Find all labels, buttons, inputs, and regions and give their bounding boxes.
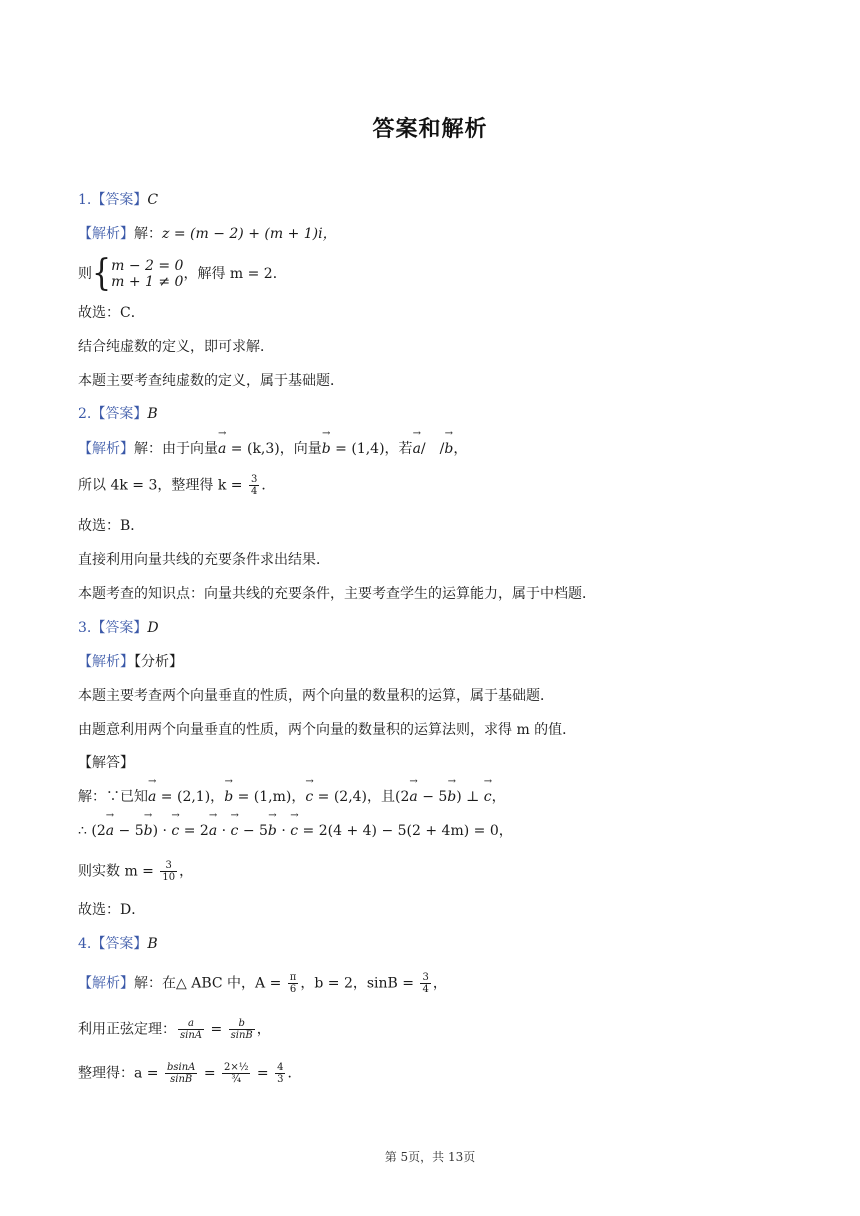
vector-c: → c [305, 787, 313, 807]
text: · [276, 823, 291, 839]
q3-answer: D [147, 620, 159, 636]
text: = (2,4)，且(2 [313, 789, 410, 805]
q1-method: 结合纯虚数的定义，即可求解． [78, 339, 274, 355]
q3-solution-tag: 【解答】 [78, 755, 134, 771]
fraction [222, 1062, 250, 1085]
q3-solution-line3 [78, 860, 193, 883]
numerator: 3 [250, 474, 258, 485]
numerator: 3 [165, 860, 172, 871]
vector-b: → b [444, 439, 453, 459]
page-title: 答案和解析 [372, 117, 488, 142]
fraction [275, 1062, 285, 1085]
q3-analysis-line1: 本题主要考查两个向量垂直的性质，两个向量的数量积的运算，属于基础题． [78, 688, 554, 704]
page-footer: 第 5页，共 13页 [384, 1150, 476, 1164]
text: 则实数 m = [78, 863, 159, 880]
fraction [288, 972, 299, 995]
q1-analysis-line1 [78, 224, 337, 244]
q4-analysis-line3 [78, 1062, 301, 1085]
denominator: 10 [162, 872, 176, 883]
text: = (1,m)， [233, 789, 306, 805]
q2-analysis-line1 [78, 439, 467, 459]
text: ) ⊥ [456, 789, 484, 805]
vector-c: → c [171, 821, 179, 841]
q2-number: 2. [78, 406, 92, 422]
q2-conclusion: 故选：B． [78, 518, 145, 534]
text: 解：由于向量 [134, 441, 218, 457]
text: 整理得：a = [78, 1065, 163, 1082]
system-row: m + 1 ≠ 0 [111, 274, 184, 290]
q3-answer-heading [78, 618, 159, 638]
fraction [249, 474, 259, 497]
numerator: bsinA [166, 1062, 196, 1073]
answer-tag: 【答案】 [91, 936, 148, 952]
q1-comment: 本题主要考查纯虚数的定义，属于基础题． [78, 373, 344, 389]
text: ，解得 m = 2． [183, 266, 287, 282]
denominator: sinA [180, 1030, 202, 1041]
q1-answer: C [147, 192, 159, 208]
vector-b: → b [322, 439, 331, 459]
q4-number: 4. [78, 936, 92, 952]
fraction [178, 1018, 204, 1041]
q3-solution-line1 [78, 787, 506, 807]
fraction [160, 860, 177, 883]
text: ， [491, 789, 506, 805]
text: = (k,3)，向量 [226, 441, 322, 457]
analysis-tag: 【解析】 [78, 226, 134, 242]
vector-b: → b [224, 787, 233, 807]
q4-analysis-line2 [78, 1018, 271, 1041]
system-row: m − 2 = 0 [111, 258, 184, 274]
text: = [252, 1065, 274, 1082]
vector-c: → c [484, 787, 492, 807]
q2-answer-heading [78, 404, 158, 424]
q2-comment: 本题考查的知识点：向量共线的充要条件，主要考查学生的运算能力，属于中档题． [78, 586, 596, 602]
denominator: 3 [277, 1074, 284, 1085]
vector-a: → a [106, 821, 114, 841]
text: 所以 4k = 3，整理得 k = [78, 477, 247, 494]
analysis-tag: 【解析】 [78, 975, 134, 992]
numerator: a [188, 1018, 194, 1029]
vector-c: → c [231, 821, 239, 841]
q4-answer-heading [78, 934, 158, 954]
vector-a: → a [209, 821, 217, 841]
denominator: 4 [422, 984, 429, 995]
text: = (1,4)，若 [330, 441, 413, 457]
vector-a: → a [413, 439, 421, 459]
text: ， [432, 975, 447, 992]
vector-b: → b [144, 821, 153, 841]
analysis-tag: 【解析】 [78, 441, 134, 457]
numerator: 4 [277, 1062, 284, 1073]
math-expression: z = (m − 2) + (m + 1)i， [162, 226, 337, 242]
text: = [199, 1065, 221, 1082]
q1-conclusion: 故选：C． [78, 305, 145, 321]
text: ． [287, 1065, 302, 1082]
text: 解： [134, 226, 162, 242]
q1-answer-heading [78, 190, 158, 210]
text: ) · [152, 823, 172, 839]
text: 解：∵已知 [78, 789, 148, 805]
vector-a: → a [148, 787, 156, 807]
text: · [217, 823, 231, 839]
vector-a: → a [218, 439, 226, 459]
q2-analysis-line2 [78, 474, 275, 497]
text: = 2 [179, 823, 209, 839]
fraction [420, 972, 430, 995]
answer-tag: 【答案】 [91, 406, 148, 422]
text: 则 [78, 266, 92, 282]
answer-tag: 【答案】 [91, 620, 148, 636]
fenxi-tag: 【分析】 [134, 654, 183, 670]
q2-answer: B [147, 406, 158, 422]
vector-b: → b [268, 821, 277, 841]
numerator: b [238, 1018, 245, 1029]
text: = (2,1)， [156, 789, 225, 805]
q1-number: 1. [78, 192, 92, 208]
denominator: sinB [230, 1030, 253, 1041]
text: − 5 [238, 823, 268, 839]
vector-c: → c [290, 821, 298, 841]
numerator: 2×½ [224, 1062, 249, 1073]
denominator: 4 [250, 486, 258, 497]
answer-tag: 【答案】 [91, 192, 148, 208]
vector-a: → a [409, 787, 417, 807]
q1-analysis-line2 [78, 252, 287, 295]
q3-analysis-heading [78, 652, 183, 672]
text: 利用正弦定理： [78, 1021, 176, 1038]
q3-conclusion: 故选：D． [78, 902, 146, 918]
text: ，b = 2，sinB = [300, 975, 419, 992]
numerator: 3 [422, 972, 429, 983]
analysis-tag: 【解析】 [78, 654, 134, 670]
fraction [229, 1018, 255, 1041]
text: ∴ (2 [78, 823, 106, 839]
q3-number: 3. [78, 620, 92, 636]
text: ， [179, 863, 194, 880]
text: = [206, 1021, 227, 1038]
vector-b: → b [447, 787, 456, 807]
text: ， [453, 441, 468, 457]
text: 解：在△ ABC 中，A = [134, 975, 286, 992]
equation-system: { m − 2 = 0 m + 1 ≠ 0 [92, 252, 184, 295]
denominator: 6 [288, 983, 299, 995]
denominator: sinB [165, 1073, 197, 1085]
fraction [165, 1062, 197, 1085]
q3-analysis-line2: 由题意利用两个向量垂直的性质，两个向量的数量积的运算法则，求得 m 的值． [78, 722, 577, 738]
q3-solution-line2 [78, 821, 513, 841]
text: − 5 [114, 823, 144, 839]
numerator: π [289, 972, 297, 983]
text: = 2(4 + 4) − 5(2 + 4m) = 0， [298, 823, 513, 839]
text: / / [420, 441, 445, 457]
text: ， [256, 1021, 271, 1038]
text: − 5 [417, 789, 448, 805]
denominator: ¾ [222, 1073, 250, 1085]
q4-answer: B [147, 936, 158, 952]
text: ． [261, 477, 276, 494]
q4-analysis-line1 [78, 972, 447, 995]
q2-method: 直接利用向量共线的充要条件求出结果． [78, 552, 330, 568]
